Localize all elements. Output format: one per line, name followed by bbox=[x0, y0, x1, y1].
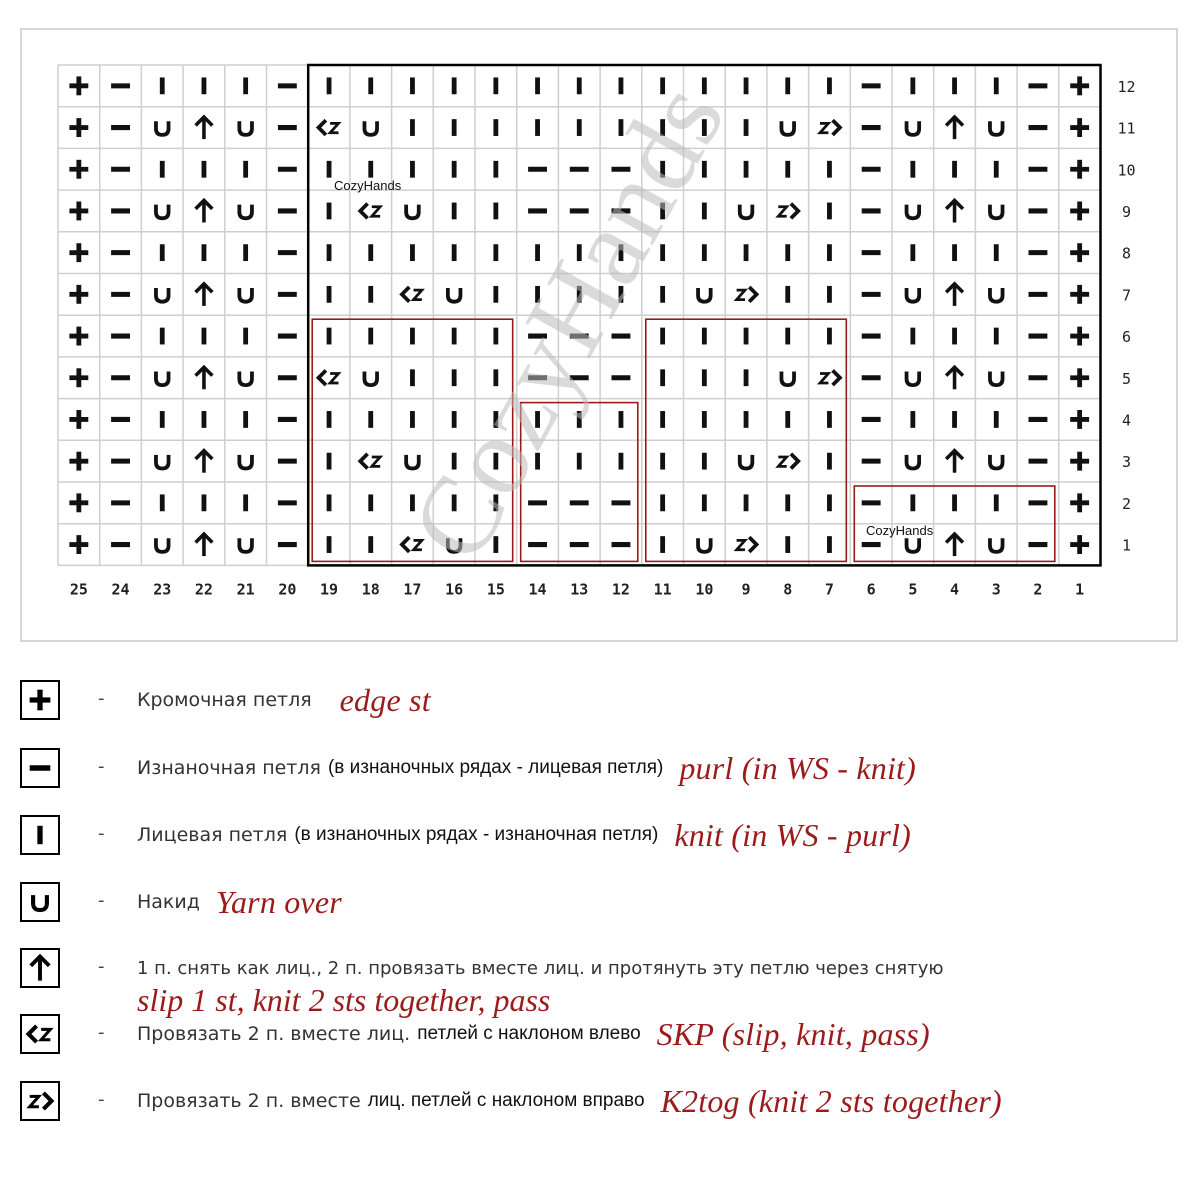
chart-cell bbox=[196, 534, 213, 556]
chart-cell bbox=[69, 76, 88, 95]
chart-cell bbox=[946, 117, 963, 139]
chart-cell bbox=[1070, 452, 1089, 471]
chart-cell bbox=[737, 537, 757, 552]
legend-en: K2tog (knit 2 sts together) bbox=[660, 1082, 1002, 1119]
chart-cell bbox=[740, 205, 753, 219]
chart-cell bbox=[990, 371, 1003, 385]
chart-cell bbox=[364, 121, 377, 135]
right-decrease-icon-glyph bbox=[30, 1093, 52, 1109]
chart-cell bbox=[1070, 493, 1089, 512]
chart-cell bbox=[69, 410, 88, 429]
column-number: 13 bbox=[570, 580, 589, 599]
chart-cell bbox=[907, 455, 920, 469]
chart-cell bbox=[448, 288, 461, 302]
chart-cell bbox=[698, 538, 711, 552]
column-number: 24 bbox=[111, 580, 130, 599]
chart-cell bbox=[740, 455, 753, 469]
chart-cell bbox=[946, 284, 963, 306]
column-number: 9 bbox=[741, 580, 751, 599]
row-number: 8 bbox=[1121, 244, 1132, 263]
legend-ru: Изнаночная петля bbox=[137, 757, 321, 779]
chart-cell bbox=[364, 371, 377, 385]
column-number: 12 bbox=[611, 580, 630, 599]
chart-cell bbox=[698, 288, 711, 302]
column-number: 6 bbox=[866, 580, 876, 599]
chart-cell bbox=[946, 200, 963, 222]
chart-cell bbox=[1070, 535, 1089, 554]
chart-cell bbox=[946, 451, 963, 473]
legend-ru-note: петлей с наклоном влево bbox=[417, 1023, 641, 1044]
chart-cell bbox=[69, 327, 88, 346]
plus-icon bbox=[20, 680, 60, 720]
legend-ru: Провязать 2 п. вместе bbox=[137, 1090, 361, 1112]
chart-cell bbox=[239, 121, 252, 135]
chart-cell bbox=[239, 538, 252, 552]
chart-cell bbox=[907, 371, 920, 385]
row-number: 9 bbox=[1121, 202, 1132, 221]
legend-en: purl (in WS - knit) bbox=[679, 749, 917, 786]
row-number: 12 bbox=[1117, 77, 1136, 96]
chart-cell bbox=[196, 117, 213, 139]
chart-cell bbox=[69, 368, 88, 387]
chart-cell bbox=[156, 288, 169, 302]
chart-cell bbox=[196, 284, 213, 306]
u-icon bbox=[20, 882, 60, 922]
legend-ru-note: (в изнаночных рядах - изнаночная петля) bbox=[294, 824, 659, 845]
column-number: 7 bbox=[824, 580, 834, 599]
right-decrease-icon bbox=[20, 1081, 60, 1121]
legend-separator: - bbox=[98, 1022, 105, 1043]
chart-cell bbox=[778, 204, 798, 219]
legend-separator: - bbox=[98, 756, 105, 777]
legend-en: SKP (slip, knit, pass) bbox=[656, 1015, 930, 1052]
chart-cell bbox=[1070, 76, 1089, 95]
legend-row-knit bbox=[20, 815, 1190, 859]
chart-cell bbox=[990, 205, 1003, 219]
row-number: 2 bbox=[1121, 494, 1132, 513]
plus-icon-glyph bbox=[30, 690, 51, 711]
legend-ru-note: лиц. петлей с наклоном вправо bbox=[367, 1090, 645, 1111]
row-number: 6 bbox=[1121, 328, 1132, 347]
chart-cell bbox=[1070, 410, 1089, 429]
column-number: 5 bbox=[908, 580, 918, 599]
arrow-up-icon-glyph bbox=[31, 957, 49, 981]
chart-cell bbox=[737, 287, 757, 302]
chart-cell bbox=[406, 205, 419, 219]
chart-cell bbox=[69, 535, 88, 554]
chart-cell bbox=[360, 454, 380, 469]
column-number: 4 bbox=[950, 580, 960, 599]
arrow-up-icon bbox=[20, 948, 60, 988]
legend-separator: - bbox=[98, 823, 105, 844]
chart-cell bbox=[946, 534, 963, 556]
legend-ru-note: (в изнаночных рядах - лицевая петля) bbox=[327, 757, 664, 778]
chart-cell bbox=[69, 243, 88, 262]
watermark-small: CozyHands bbox=[334, 178, 402, 193]
chart-cell bbox=[69, 118, 88, 137]
chart-cell bbox=[781, 371, 794, 385]
chart-cell bbox=[946, 367, 963, 389]
chart-cell bbox=[990, 455, 1003, 469]
left-decrease-icon-glyph bbox=[29, 1026, 51, 1042]
column-number: 8 bbox=[783, 580, 793, 599]
column-number: 1 bbox=[1075, 580, 1085, 599]
column-number: 11 bbox=[653, 580, 672, 599]
legend-ru: Накид bbox=[137, 891, 200, 913]
row-number: 5 bbox=[1121, 369, 1132, 388]
chart-cell bbox=[990, 538, 1003, 552]
chart-cell bbox=[820, 120, 840, 135]
chart-cell bbox=[907, 538, 920, 552]
legend-row-edge bbox=[20, 680, 1190, 724]
legend-en: slip 1 st, knit 2 sts together, pass bbox=[137, 982, 551, 1018]
chart-cell bbox=[156, 205, 169, 219]
legend-row-yarn-over bbox=[20, 882, 1190, 926]
chart-cell bbox=[360, 204, 380, 219]
legend-row-purl bbox=[20, 748, 1190, 792]
column-number: 14 bbox=[528, 580, 547, 599]
chart-cell bbox=[781, 121, 794, 135]
row-number: 10 bbox=[1117, 161, 1136, 180]
legend-separator: - bbox=[98, 688, 105, 709]
watermark: CozyHands bbox=[386, 63, 749, 581]
chart-cell bbox=[990, 121, 1003, 135]
legend-en: Yarn over bbox=[215, 883, 342, 920]
left-decrease-icon bbox=[20, 1014, 60, 1054]
legend-ru: Провязать 2 п. вместе лиц. bbox=[137, 1023, 411, 1045]
row-number: 7 bbox=[1121, 286, 1132, 305]
chart-cell bbox=[1070, 327, 1089, 346]
row-number: 4 bbox=[1121, 411, 1132, 430]
chart-cell bbox=[156, 455, 169, 469]
chart-cell bbox=[319, 120, 339, 135]
chart-cell bbox=[402, 287, 422, 302]
column-number: 2 bbox=[1033, 580, 1043, 599]
chart-cell bbox=[156, 121, 169, 135]
row-number: 1 bbox=[1121, 536, 1132, 555]
legend-ru: Лицевая петля bbox=[137, 824, 288, 846]
chart-cell bbox=[239, 288, 252, 302]
column-number: 10 bbox=[695, 580, 714, 599]
chart-cell bbox=[69, 493, 88, 512]
column-number: 20 bbox=[278, 580, 297, 599]
legend-en: edge st bbox=[339, 681, 431, 718]
chart-cell bbox=[69, 285, 88, 304]
chart-cell bbox=[820, 370, 840, 385]
column-number: 19 bbox=[320, 580, 339, 599]
chart-cell bbox=[156, 538, 169, 552]
column-number: 3 bbox=[991, 580, 1001, 599]
minus-icon bbox=[20, 748, 60, 788]
chart-cell bbox=[907, 121, 920, 135]
column-number: 18 bbox=[361, 580, 380, 599]
legend-en: knit (in WS - purl) bbox=[674, 816, 911, 853]
legend-ru: Кромочная петля bbox=[137, 689, 312, 711]
chart-cell bbox=[196, 451, 213, 473]
column-number: 21 bbox=[236, 580, 255, 599]
chart-cell bbox=[239, 205, 252, 219]
row-number: 11 bbox=[1117, 119, 1136, 138]
chart-cell bbox=[319, 370, 339, 385]
column-number: 25 bbox=[69, 580, 88, 599]
chart-cell bbox=[1070, 285, 1089, 304]
legend-ru: 1 п. снять как лиц., 2 п. провязать вместе лиц. и протянуть эту петлю через снятую bbox=[137, 957, 944, 979]
chart-cell bbox=[907, 205, 920, 219]
chart-cell bbox=[69, 452, 88, 471]
chart-cell bbox=[69, 160, 88, 179]
chart-cell bbox=[778, 454, 798, 469]
chart-cell bbox=[239, 455, 252, 469]
legend-separator: - bbox=[98, 956, 105, 977]
chart-cell bbox=[990, 288, 1003, 302]
watermark-small: CozyHands bbox=[866, 523, 934, 538]
chart-cell bbox=[1070, 243, 1089, 262]
chart-cell bbox=[1070, 118, 1089, 137]
column-number: 23 bbox=[153, 580, 172, 599]
legend-separator: - bbox=[98, 890, 105, 911]
chart-cell bbox=[196, 200, 213, 222]
chart-cell bbox=[196, 367, 213, 389]
chart-cell bbox=[907, 288, 920, 302]
column-number: 17 bbox=[403, 580, 422, 599]
row-number: 3 bbox=[1121, 453, 1132, 472]
legend-row-skp bbox=[20, 1014, 1190, 1058]
chart-cell bbox=[1070, 368, 1089, 387]
legend-row-k2tog bbox=[20, 1081, 1190, 1125]
column-number: 16 bbox=[445, 580, 464, 599]
chart-cell bbox=[69, 202, 88, 221]
chart-cell bbox=[1070, 160, 1089, 179]
bar-icon bbox=[20, 815, 60, 855]
chart-cell bbox=[156, 371, 169, 385]
column-number: 22 bbox=[194, 580, 213, 599]
chart-cell bbox=[1070, 202, 1089, 221]
column-number: 15 bbox=[486, 580, 505, 599]
u-icon-glyph bbox=[33, 895, 47, 910]
chart-cell bbox=[239, 371, 252, 385]
legend-separator: - bbox=[98, 1089, 105, 1110]
